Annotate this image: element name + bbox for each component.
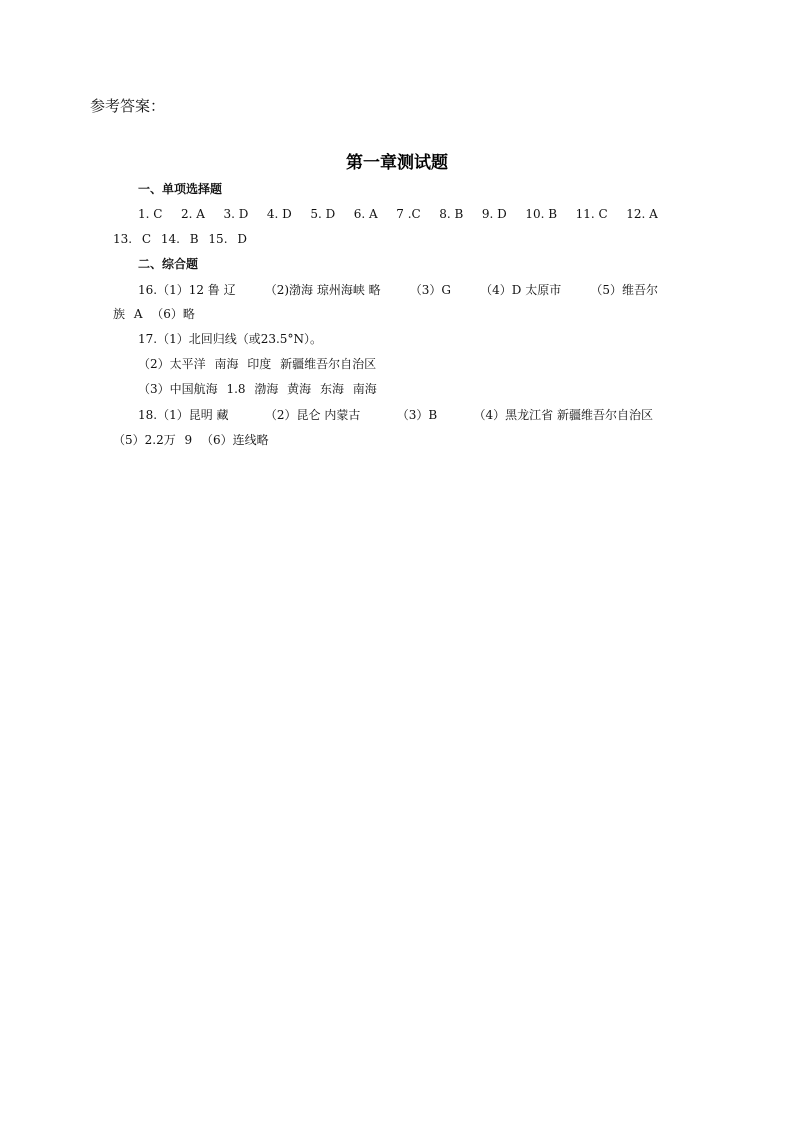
- q16-part: （5）维吾尔: [590, 283, 658, 297]
- section-comprehensive: 二、综合题: [138, 257, 199, 271]
- q18-answer-line-2: （5）2.2万 9 （6）连线略: [113, 433, 269, 447]
- q16-answer-line-2: 族 A （6）略: [113, 307, 195, 321]
- q17-answer-part-3: （3）中国航海 1.8 渤海 黄海 东海 南海: [138, 382, 377, 396]
- mc-answer: 8. B: [439, 207, 464, 221]
- section-single-choice: 一、单项选择题: [138, 182, 223, 196]
- q18-part: （4）黑龙江省 新疆维吾尔自治区: [473, 408, 653, 422]
- mc-answer: 4. D: [266, 207, 292, 221]
- q16-part: （3）G: [409, 283, 452, 297]
- mc-answers-row-2: 13. C 14. B 15. D: [113, 232, 247, 246]
- reference-answers-heading: 参考答案：: [90, 97, 166, 115]
- q16-part: （4）D 太原市: [480, 283, 562, 297]
- q18-answer-line-1: [138, 407, 653, 423]
- mc-answer: 9. D: [481, 207, 507, 221]
- chapter-test-title: 第一章测试题: [346, 153, 448, 173]
- mc-answer: 6. A: [353, 207, 378, 221]
- q17-answer-part-2: （2）太平洋 南海 印度 新疆维吾尔自治区: [138, 357, 377, 371]
- mc-answer: 3. D: [223, 207, 249, 221]
- mc-answers-row-1: [138, 206, 658, 222]
- q16-answer-line-1: [138, 282, 658, 298]
- mc-answer: 5. D: [310, 207, 336, 221]
- q18-part: 18.（1）昆明 藏: [138, 408, 229, 422]
- q18-part: （2）昆仑 内蒙古: [264, 408, 361, 422]
- mc-answer: 12. A: [626, 207, 658, 221]
- q16-part: （2)渤海 琼州海峡 略: [264, 283, 381, 297]
- mc-answer: 2. A: [181, 207, 205, 221]
- mc-answer: 1. C: [138, 207, 163, 221]
- mc-answer: 7 .C: [396, 207, 421, 221]
- mc-answer: 10. B: [525, 207, 558, 221]
- mc-answer: 11. C: [575, 207, 608, 221]
- q16-part: 16.（1）12 鲁 辽: [138, 283, 236, 297]
- q17-answer-part-1: 17.（1）北回归线（或23.5°N）。: [138, 332, 322, 346]
- q18-part: （3）B: [396, 408, 438, 422]
